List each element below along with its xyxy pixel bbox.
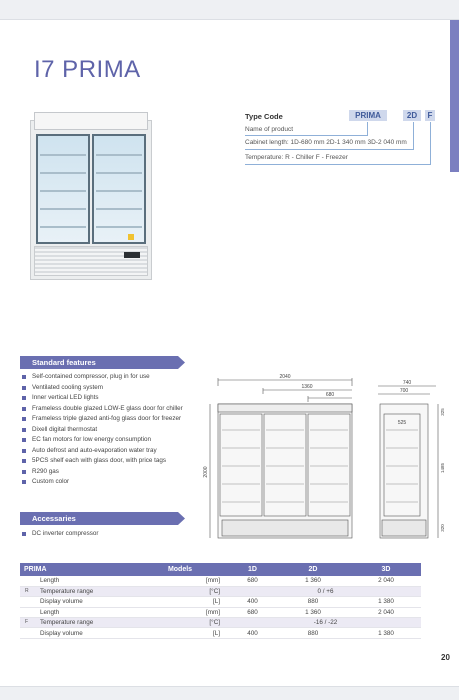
- row-param: Length: [20, 576, 130, 586]
- row-value-v1: 680: [230, 607, 275, 617]
- page-title: I7 PRIMA: [34, 56, 141, 83]
- feature-item: 5PCS shelf each with glass door, with price tags: [22, 456, 222, 467]
- feature-item: Frameless double glazed LOW-E glass door for chiller: [22, 404, 222, 415]
- feature-item: Dixell digital thermostat: [22, 425, 222, 436]
- row-unit: [mm]: [130, 576, 230, 586]
- row-value-range: -16 / -22: [230, 618, 421, 628]
- energy-sticker: [128, 234, 134, 240]
- feature-item: EC fan motors for low energy consumption: [22, 435, 222, 446]
- row-value-v3: 1 380: [351, 597, 421, 607]
- page-number: 20: [441, 653, 450, 662]
- row-value-v3: 2 040: [351, 576, 421, 586]
- viewer-top-bar: [0, 0, 459, 20]
- dim-740: 740: [402, 380, 412, 386]
- thermostat-display: [124, 252, 140, 258]
- fridge-grille: [34, 246, 148, 276]
- row-value-v2: 880: [275, 597, 351, 607]
- row-param: Display volume: [20, 628, 130, 638]
- viewer-bottom-bar: [0, 686, 459, 700]
- row-value-v3: 2 040: [351, 607, 421, 617]
- dim-325: 325: [440, 408, 445, 416]
- row-value-v2: 1 360: [275, 576, 351, 586]
- fridge-door-left: [36, 134, 90, 244]
- row-value-v3: 1 380: [351, 628, 421, 638]
- table-row: [20, 576, 421, 586]
- row-param: Display volume: [20, 597, 130, 607]
- feature-item: Inner vertical LED lights: [22, 393, 222, 404]
- type-code-name-box: PRIMA: [349, 110, 387, 121]
- dim-680: 680: [325, 392, 335, 398]
- row-value-v1: 400: [230, 628, 275, 638]
- feature-item: Auto defrost and auto-evaporation water tray: [22, 446, 222, 457]
- row-unit: [mm]: [130, 607, 230, 617]
- row-value-v2: 880: [275, 628, 351, 638]
- table-header-2d: 2D: [275, 563, 351, 576]
- row-param-text: Temperature range: [40, 588, 94, 596]
- type-code-block: [245, 112, 435, 192]
- features-list: [22, 372, 222, 488]
- row-value-v2: 1 360: [275, 607, 351, 617]
- type-code-name-line: Name of product: [245, 126, 294, 133]
- table-row: [20, 618, 421, 628]
- fridge-canopy: [34, 112, 148, 130]
- type-code-label: Type Code: [245, 112, 283, 121]
- feature-item: Ventilated cooling system: [22, 383, 222, 394]
- dim-1360: 1360: [301, 384, 313, 390]
- accessories-header: Accessaries: [20, 512, 185, 525]
- technical-drawing: [200, 372, 450, 544]
- row-value-v1: 400: [230, 597, 275, 607]
- dim-700: 700: [399, 388, 409, 394]
- row-unit: [°C]: [130, 586, 230, 596]
- dim-1485: 1485: [440, 462, 445, 474]
- row-param: [20, 618, 130, 628]
- feature-item: Self-contained compressor, plug in for use: [22, 372, 222, 383]
- table-row: [20, 586, 421, 596]
- row-value-v1: 680: [230, 576, 275, 586]
- table-row: [20, 597, 421, 607]
- row-unit: [L]: [130, 628, 230, 638]
- group-label-freezer: F: [25, 619, 29, 626]
- feature-item: R290 gas: [22, 467, 222, 478]
- type-code-length-box: 2D: [403, 110, 421, 121]
- table-header-3d: 3D: [351, 563, 421, 576]
- table-header-1d: 1D: [230, 563, 275, 576]
- fridge-door-right: [92, 134, 146, 244]
- table-header-prima: PRIMA: [20, 563, 130, 576]
- type-code-temp-line: Temperature: R - Chiller F - Freezer: [245, 154, 348, 161]
- dim-525: 525: [397, 420, 407, 426]
- dim-2040: 2040: [279, 374, 291, 380]
- accessory-item: DC inverter compressor: [22, 530, 98, 537]
- dim-320: 320: [440, 524, 445, 532]
- feature-item: Custom color: [22, 477, 222, 488]
- table-row: [20, 607, 421, 617]
- side-accent-bar: [450, 20, 459, 172]
- product-image: [30, 112, 152, 280]
- table-header-models: Models: [130, 563, 230, 576]
- row-unit: [L]: [130, 597, 230, 607]
- group-label-chiller: R: [25, 588, 29, 595]
- type-code-temp-box: F: [425, 110, 435, 121]
- spec-table: [20, 563, 421, 639]
- type-code-length-line: Cabinet length: 1D-680 mm 2D-1 340 mm 3D-2 040 mm: [245, 139, 407, 146]
- feature-item: Frameless triple glazed anti-fog glass door for freezer: [22, 414, 222, 425]
- row-param: [20, 586, 130, 596]
- row-value-range: 0 / +6: [230, 586, 421, 596]
- table-row: [20, 628, 421, 638]
- row-unit: [°C]: [130, 618, 230, 628]
- features-header: Standard features: [20, 356, 185, 369]
- dim-2000: 2000: [203, 466, 209, 478]
- row-param: Length: [20, 607, 130, 617]
- row-param-text: Temperature range: [40, 619, 94, 627]
